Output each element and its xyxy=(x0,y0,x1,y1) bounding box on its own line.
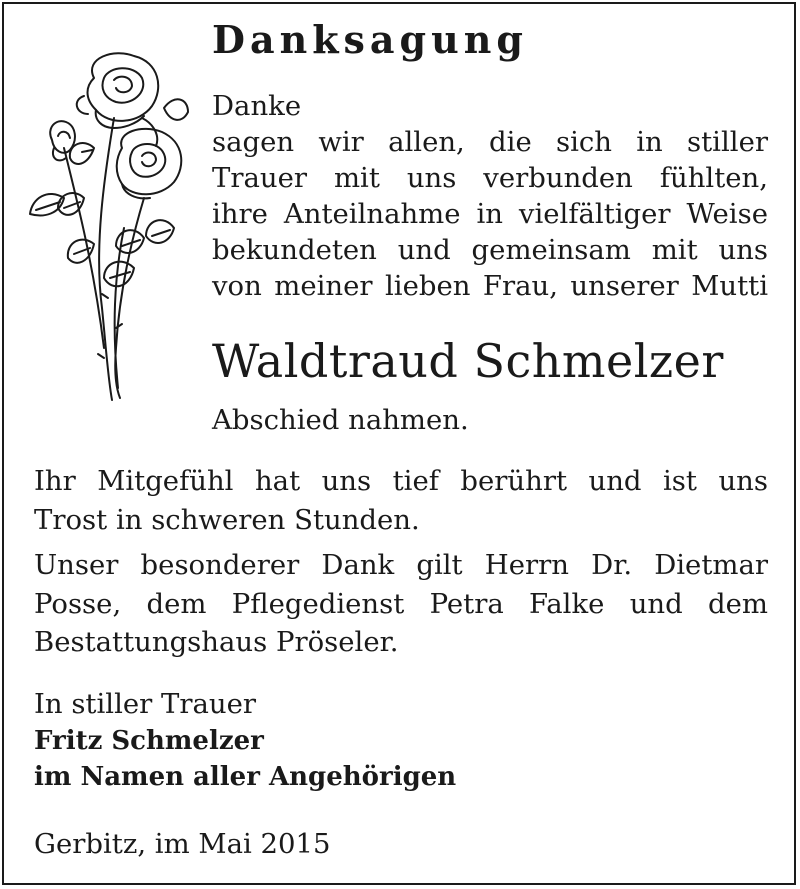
paragraph-line: Unser besonderer Dank gilt Herrn Dr. Dietmar xyxy=(34,549,768,581)
farewell-text: Abschied nahmen. xyxy=(212,404,469,436)
rose-bouquet-icon xyxy=(24,48,194,408)
intro-text xyxy=(212,88,768,304)
paragraph-line: Ihr Mitgefühl hat uns tief berührt und ist uns xyxy=(34,465,768,497)
intro-line: Trauer mit uns verbunden fühlten, xyxy=(212,162,768,194)
heading: Danksagung xyxy=(212,17,528,62)
paragraph-line: Posse, dem Pflegedienst Petra Falke und dem xyxy=(34,587,768,620)
place-date: Gerbitz, im Mai 2015 xyxy=(34,828,331,860)
paragraph-sympathy xyxy=(34,462,768,539)
deceased-name: Waldtraud Schmelzer xyxy=(212,334,724,388)
signature-signer: Fritz Schmelzer xyxy=(34,725,264,756)
intro-line: Danke xyxy=(212,90,302,122)
signature-closing: In stiller Trauer xyxy=(34,688,257,720)
intro-line: bekundeten und gemeinsam mit uns xyxy=(212,234,768,266)
paragraph-line: Bestattungshaus Pröseler. xyxy=(34,626,399,658)
signature-block xyxy=(34,686,456,796)
paragraph-line: Trost in schweren Stunden. xyxy=(34,503,420,536)
intro-line: von meiner lieben Frau, unserer Mutti xyxy=(212,270,768,302)
intro-line: sagen wir allen, die sich in stiller xyxy=(212,126,768,158)
intro-line: ihre Anteilnahme in vielfältiger Weise xyxy=(212,198,768,230)
signature-on-behalf: im Namen aller Angehörigen xyxy=(34,762,457,792)
paragraph-thanks xyxy=(34,546,768,662)
